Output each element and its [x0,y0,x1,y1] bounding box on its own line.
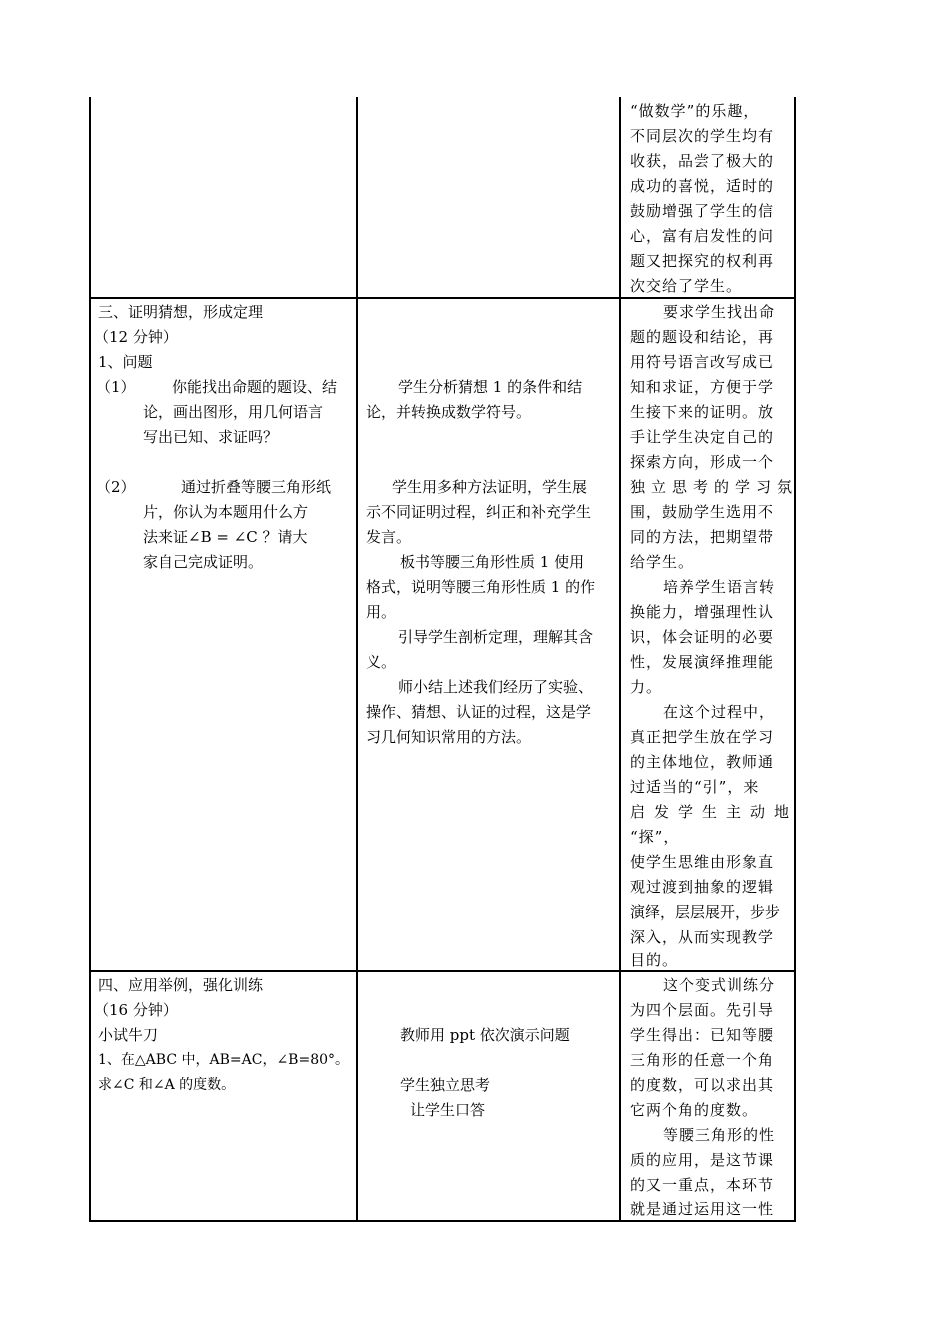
text-line: 真正把学生放在学习 [630,728,775,746]
text-line: 使学生思维由形象直 [630,853,775,871]
text-line: 要求学生找出命 [663,303,776,321]
text-line: 学生用多种方法证明，学生展 [392,478,588,496]
text-line: 力。 [630,678,663,696]
table-border-col1 [356,97,358,1222]
text-line: 它两个角的度数。 [630,1101,759,1119]
section-time: （12 分钟） [94,328,178,346]
text-line: 探索方向，形成一个 [630,453,775,471]
text-line: 演绎，层层展开，步步 [630,903,781,921]
text-line: 目的。 [630,951,679,969]
question-2-text: 片，你认为本题用什么方 [143,503,309,521]
question-2-text: 法来证∠B = ∠C ？请大 [143,528,308,546]
text-line: 的度数，可以求出其 [630,1076,775,1094]
text-line: 就是通过运用这一性 [630,1200,775,1218]
question-heading: 1、问题 [98,353,153,371]
text-line: 在这个过程中， [663,703,776,721]
text-line: 给学生。 [630,553,695,571]
text-line: 生接下来的证明。放 [630,403,775,421]
text-line: 不同层次的学生均有 [630,127,775,145]
text-line: 发言。 [366,528,412,546]
question-2-number: （2） [96,478,136,496]
text-line: 的又一重点，本环节 [630,1176,775,1194]
text-line: 义。 [366,653,397,671]
text-line: 围，鼓励学生选用不 [630,503,775,521]
question-2-text: 通过折叠等腰三角形纸 [181,478,332,496]
text-line: 培养学生语言转 [663,578,776,596]
text-line: 为四个层面。先引导 [630,1001,775,1019]
text-line: 用。 [366,603,397,621]
text-line: 观过渡到抽象的逻辑 [630,878,775,896]
text-line: 的主体地位，教师通 [630,753,775,771]
text-line: 识，体会证明的必要 [630,628,775,646]
text-line: 三角形的任意一个角 [630,1051,775,1069]
question-1-number: （1） [96,378,136,396]
text-line: 知和求证，方便于学 [630,378,775,396]
exercise-text: 求∠C 和∠A 的度数。 [98,1077,236,1093]
text-line: 操作、猜想、认证的过程，这是学 [366,703,592,721]
question-2-text: 家自己完成证明。 [143,553,264,571]
text-line: 收获，品尝了极大的 [630,152,775,170]
text-line: 质的应用，是这节课 [630,1151,775,1169]
table-border-left [89,97,91,1222]
text-line: 过适当的“引”，来 [630,778,760,796]
text-line: 独立思考的学习氛 [630,478,799,496]
text-line: 格式，说明等腰三角形性质 1 的作 [366,578,596,596]
question-1-text: 论，画出图形，用几何语言 [143,403,324,421]
text-line: 引导学生剖析定理，理解其含 [398,628,594,646]
text-line: 示不同证明过程，纠正和补充学生 [366,503,592,521]
text-line: 用符号语言改写成已 [630,353,775,371]
text-line: 同的方法，把期望带 [630,528,775,546]
text-line: 这个变式训练分 [663,976,776,994]
text-line: 题的题设和结论，再 [630,328,775,346]
text-line: 启发学生主动地 [630,803,799,821]
section-time: （16 分钟） [94,1001,178,1019]
text-line: 成功的喜悦，适时的 [630,177,775,195]
text-line: 论，并转换成数学符号。 [366,403,532,421]
exercise-text: 1、在△ABC 中，AB=AC，∠B=80°。 [98,1052,350,1068]
text-line: 换能力，增强理性认 [630,603,775,621]
text-line: 学生得出：已知等腰 [630,1026,775,1044]
table-row-divider-2 [89,970,796,972]
text-line: 鼓励增强了学生的信 [630,202,775,220]
subsection-title: 小试牛刀 [98,1026,159,1044]
text-line: 心，富有启发性的问 [630,227,775,245]
text-line: 让学生口答 [410,1101,486,1119]
text-line: 题又把探究的权利再 [630,252,775,270]
text-line: 学生独立思考 [400,1076,491,1094]
table-border-right [794,97,796,1222]
text-line: 师小结上述我们经历了实验、 [398,678,594,696]
text-line: 手让学生决定自己的 [630,428,775,446]
text-line: 等腰三角形的性 [663,1126,776,1144]
question-1-text: 写出已知、求证吗？ [143,428,279,446]
text-line: 板书等腰三角形性质 1 使用 [400,553,585,571]
text-line: 深入，从而实现教学 [630,928,775,946]
text-line: 习几何知识常用的方法。 [366,728,532,746]
section-title: 三、证明猜想，形成定理 [98,303,264,321]
table-border-col2 [619,97,621,1222]
text-line: 次交给了学生。 [630,277,743,295]
text-line: “探”， [630,828,680,846]
text-line: 学生分析猜想 1 的条件和结 [398,378,583,396]
question-1-text: 你能找出命题的题设、结 [172,378,338,396]
text-line: 性，发展演绎推理能 [630,653,775,671]
section-title: 四、应用举例，强化训练 [98,976,264,994]
text-line: “做数学”的乐趣， [630,102,760,120]
text-line: 教师用 ppt 依次演示问题 [400,1026,570,1044]
